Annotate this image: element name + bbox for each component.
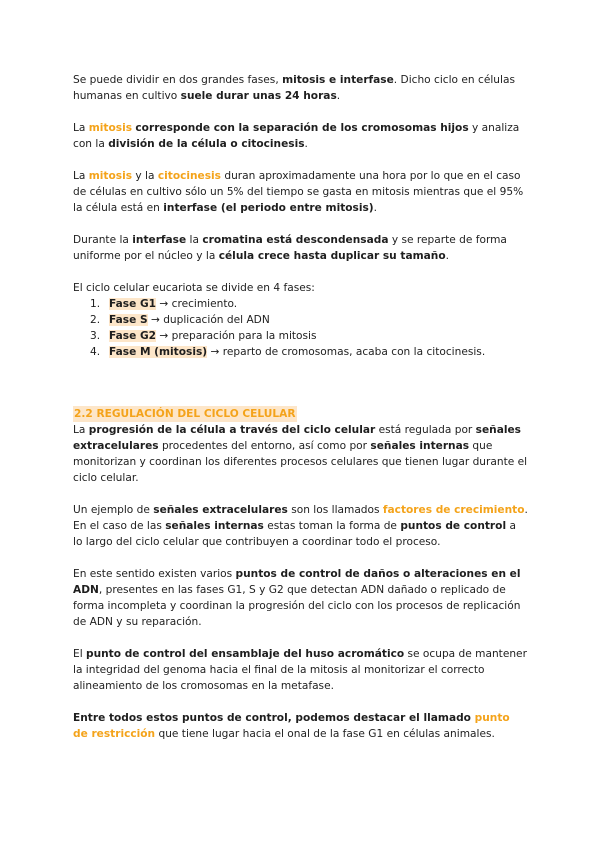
paragraph-restriccion: Entre todos estos puntos de control, podemos destacar el llamado punto de restricción que tiene lugar hacia el onal de la fase G1 en células animales. [73,712,510,740]
paragraph-interfase: Durante la interfase la cromatina está descondensada y se reparte de forma uniforme por el núcleo y la célula crece hasta duplicar su tamaño. [73,234,507,262]
paragraph-mitosis: La mitosis corresponde con la separación de los cromosomas hijos y analiza con la división de la célula o citocinesis. [73,122,520,150]
list-item: 3. Fase G2 → preparación para la mitosis [90,330,317,342]
paragraph-duracion: La mitosis y la citocinesis duran aproximadamente una hora por lo que en el caso de células en cultivo sólo un 5% del tiempo se gasta en mitosis mientras que el 95% la célula está en interfase (el periodo entre mitosis). [73,170,524,214]
list-item: 2. Fase S → duplicación del ADN [90,314,270,326]
paragraph-ejemplo: Un ejemplo de señales extracelulares son los llamados factores de crecimiento. En el caso de las señales internas estas toman la forma de puntos de control a lo largo del ciclo celular que contribuyen a coordinar todo el proceso. [73,504,528,548]
list-item: 1. Fase G1 → crecimiento. [90,298,238,310]
phases-list [73,296,528,360]
paragraph-regulacion: La progresión de la célula a través del ciclo celular está regulada por señales extracelulares procedentes del entorno, así como por señales internas que monitorizan y coordinan los diferentes procesos celulares que tienen lugar durante el ciclo celular. [73,424,528,484]
list-item: 4. Fase M (mitosis) → reparto de cromosomas, acaba con la citocinesis. [90,346,486,358]
paragraph-fases: Se puede dividir en dos grandes fases, mitosis e interfase. Dicho ciclo en células humanas en cultivo suele durar unas 24 horas. [73,74,515,102]
paragraph-puntos-control: En este sentido existen varios puntos de control de daños o alteraciones en el ADN, presentes en las fases G1, S y G2 que detectan ADN dañado o replicado de forma incompleta y coordinan la progresión del ciclo con los procesos de replicación de ADN y su reparación. [73,568,521,628]
paragraph-huso: El punto de control del ensamblaje del huso acromático se ocupa de mantener la integridad del genoma hacia el final de la mitosis al monitorizar el correcto alineamiento de los cromosomas en la metafase. [73,648,527,692]
phases-intro: El ciclo celular eucariota se divide en 4 fases: [73,282,315,294]
phases-section [73,280,528,360]
section-heading: 2.2 REGULACIÓN DEL CICLO CELULAR [74,408,296,420]
